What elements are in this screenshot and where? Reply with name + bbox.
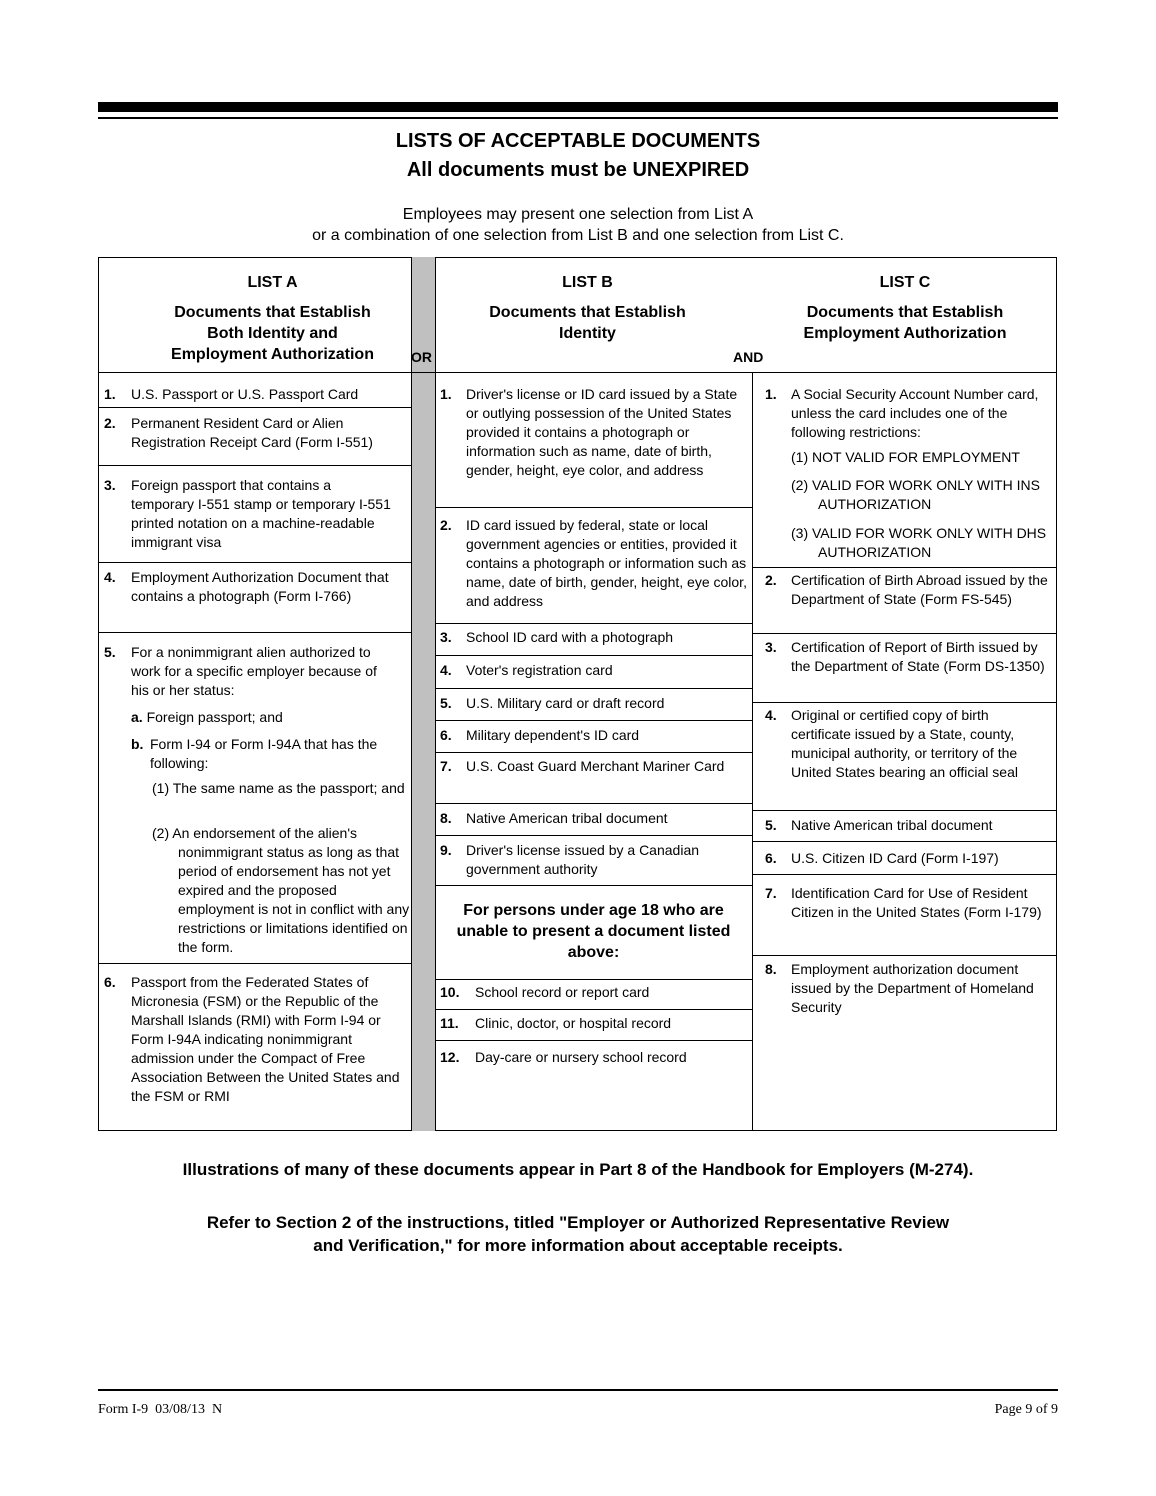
item-number: 12. xyxy=(440,1049,460,1065)
item-text: Native American tribal document xyxy=(791,817,993,833)
list-a-item-5b xyxy=(131,735,396,773)
list-c-title: LIST C xyxy=(879,274,931,291)
list-c-item-3 xyxy=(765,638,1052,676)
item-number: 2. xyxy=(104,415,116,431)
list-b-item-7 xyxy=(440,757,740,776)
item-number: 4. xyxy=(104,569,116,585)
header-divider xyxy=(98,372,1057,373)
item-text: Clinic, doctor, or hospital record xyxy=(475,1015,672,1031)
item-text: Passport from the Federated States of Micronesia (FSM) or the Republic of the Marshall Islands (RMI) with Form I-94 or Form I-94A indicating nonimmigrant admission under the Compact of Free Association Between the United States and the FSM or RMI xyxy=(131,974,400,1104)
row-divider xyxy=(752,633,1057,634)
item-number: 1. xyxy=(440,386,452,402)
item-text: U.S. Citizen ID Card (Form I-197) xyxy=(791,850,999,866)
list-b-item-6 xyxy=(440,726,750,745)
top-thin-rule xyxy=(98,117,1058,119)
item-number: 9. xyxy=(440,842,452,858)
list-b-item-12 xyxy=(440,1048,750,1067)
item-text: Day-care or nursery school record xyxy=(475,1049,687,1065)
list-c-item-2 xyxy=(765,571,1052,609)
item-number: 5. xyxy=(104,644,116,660)
row-divider xyxy=(436,623,752,624)
item-number: 4. xyxy=(765,707,777,723)
list-b-desc-1: Documents that Establish xyxy=(489,304,686,321)
item-text: Original or certified copy of birth certificate issued by a State, county, municipal authority, or territory of the United States bearing an official seal xyxy=(791,707,1018,780)
item-text: U.S. Military card or draft record xyxy=(466,695,665,711)
list-b-title: LIST B xyxy=(562,274,613,291)
row-divider xyxy=(98,465,411,466)
item-text: U.S. Passport or U.S. Passport Card xyxy=(131,386,359,402)
list-c-item-7 xyxy=(765,884,1045,922)
row-divider xyxy=(436,688,752,689)
page-number: Page 9 of 9 xyxy=(994,1402,1058,1417)
list-a-item-4 xyxy=(104,568,404,606)
row-divider xyxy=(98,963,411,964)
item-text: Foreign passport that contains a temporary I-551 stamp or temporary I-551 printed notation on a machine-readable immigrant visa xyxy=(131,477,391,550)
list-c-restriction-2: (2) VALID FOR WORK ONLY WITH INS AUTHORIZATION xyxy=(791,477,1040,512)
item-text: School ID card with a photograph xyxy=(466,629,674,645)
item-text: For a nonimmigrant alien authorized to work for a specific employer because of his or her status: xyxy=(131,644,377,698)
row-divider xyxy=(436,835,752,836)
item-number: 7. xyxy=(765,885,777,901)
list-b-item-10 xyxy=(440,983,750,1002)
list-b-item-3 xyxy=(440,628,750,647)
and-label: AND xyxy=(733,349,764,365)
item-text: ID card issued by federal, state or local government agencies or entities, provided it contains a photograph or information such as name, date of birth, gender, height, eye color, and address xyxy=(466,517,747,609)
intro-line-1: Employees may present one selection from List A xyxy=(402,206,754,223)
sub-label: a. xyxy=(131,709,143,725)
item-text: Military dependent's ID card xyxy=(466,727,640,743)
item-number: 4. xyxy=(440,662,452,678)
item-text: Identification Card for Use of Resident Citizen in the United States (Form I-179) xyxy=(791,885,1042,920)
item-text: Employment Authorization Document that contains a photograph (Form I-766) xyxy=(131,569,389,604)
item-number: 3. xyxy=(440,629,452,645)
item-number: 5. xyxy=(765,817,777,833)
list-a-item-3 xyxy=(104,476,394,552)
row-divider xyxy=(752,841,1057,842)
row-divider xyxy=(436,1040,752,1041)
item-number: 1. xyxy=(765,386,777,402)
footer-rule xyxy=(98,1389,1058,1391)
item-text: Driver's license or ID card issued by a State or outlying possession of the United States provided it contains a photograph or information such as name, date of birth, gender, height, eye color, and address xyxy=(466,386,738,478)
row-divider xyxy=(98,562,411,563)
item-text: Driver's license issued by a Canadian government authority xyxy=(466,842,700,877)
list-a-desc-1: Documents that Establish xyxy=(174,304,371,321)
list-b-item-9 xyxy=(440,841,740,879)
refer-note-line-2: and Verification," for more information about acceptable receipts. xyxy=(313,1236,843,1255)
item-number: 1. xyxy=(104,386,116,402)
item-number: 3. xyxy=(765,639,777,655)
list-b-item-4 xyxy=(440,661,750,680)
row-divider xyxy=(436,752,752,753)
item-number: 5. xyxy=(440,695,452,711)
row-divider xyxy=(436,720,752,721)
row-divider xyxy=(436,507,752,508)
row-divider xyxy=(436,803,752,804)
item-text: Certification of Birth Abroad issued by the Department of State (Form FS-545) xyxy=(791,572,1048,607)
list-a-header xyxy=(140,272,405,365)
illustrations-note: Illustrations of many of these documents appear in Part 8 of the Handbook for Employers (M-274). xyxy=(182,1160,974,1179)
top-thick-rule xyxy=(98,102,1058,112)
item-number: 10. xyxy=(440,984,460,1000)
minor-note: For persons under age 18 who are unable to present a document listed above: xyxy=(456,902,731,961)
row-divider xyxy=(436,885,752,886)
item-number: 6. xyxy=(765,850,777,866)
item-number: 8. xyxy=(440,810,452,826)
or-separator-column xyxy=(411,257,436,1131)
item-text: School record or report card xyxy=(475,984,650,1000)
list-c-item-4 xyxy=(765,706,1045,782)
row-divider xyxy=(752,955,1057,956)
list-c-restriction-3: (3) VALID FOR WORK ONLY WITH DHS AUTHORIZATION xyxy=(791,525,1047,560)
item-number: 2. xyxy=(765,572,777,588)
row-divider xyxy=(98,407,411,408)
form-id: Form I-9 03/08/13 N xyxy=(98,1402,223,1417)
item-number: 8. xyxy=(765,961,777,977)
item-number: 6. xyxy=(104,974,116,990)
item-text: A Social Security Account Number card, unless the card includes one of the following restrictions: xyxy=(791,386,1039,440)
list-c-item-6 xyxy=(765,849,1052,868)
list-c-item-8 xyxy=(765,960,1052,1017)
item-number: 3. xyxy=(104,477,116,493)
list-c-desc-1: Documents that Establish xyxy=(806,304,1004,321)
list-a-item-5b-2: (2) An endorsement of the alien's nonimmigrant status as long as that period of endorsement has not yet expired and the proposed employment is not in conflict with any restrictions or limitations identified on the form. xyxy=(152,825,410,955)
refer-note-line-1: Refer to Section 2 of the instructions, titled "Employer or Authorized Representative Review xyxy=(206,1213,950,1232)
row-divider xyxy=(752,810,1057,811)
item-text: Certification of Report of Birth issued by the Department of State (Form DS-1350) xyxy=(791,639,1045,674)
sub-text: Form I-94 or Form I-94A that has the following: xyxy=(150,736,378,771)
column-divider-b-c xyxy=(752,373,753,1131)
item-text: Native American tribal document xyxy=(466,810,668,826)
list-c-item-5 xyxy=(765,816,1052,835)
list-b-header xyxy=(440,272,735,344)
intro-line-2: or a combination of one selection from List B and one selection from List C. xyxy=(312,227,844,244)
list-c-desc-2: Employment Authorization xyxy=(803,325,1007,342)
list-c-restriction-1: (1) NOT VALID FOR EMPLOYMENT xyxy=(791,449,1020,465)
item-text: Voter's registration card xyxy=(466,662,613,678)
list-a-item-2 xyxy=(104,414,408,452)
sub-label: b. xyxy=(131,736,144,752)
list-b-item-11 xyxy=(440,1014,750,1033)
list-b-item-2 xyxy=(440,516,750,611)
page-title: LISTS OF ACCEPTABLE DOCUMENTS xyxy=(395,130,761,152)
list-a-item-5a xyxy=(131,708,406,727)
item-number: 6. xyxy=(440,727,452,743)
list-a-desc-3: Employment Authorization xyxy=(171,346,374,363)
list-a-item-5b-1: (1) The same name as the passport; and xyxy=(152,780,405,796)
page-subtitle: All documents must be UNEXPIRED xyxy=(406,159,750,181)
row-divider xyxy=(752,874,1057,875)
row-divider xyxy=(752,702,1057,703)
row-divider xyxy=(436,655,752,656)
or-label: OR xyxy=(411,349,432,365)
list-c-header xyxy=(760,272,1050,344)
list-b-item-5 xyxy=(440,694,750,713)
item-text: Permanent Resident Card or Alien Registration Receipt Card (Form I-551) xyxy=(131,415,373,450)
row-divider xyxy=(98,632,411,633)
list-a-item-5 xyxy=(104,643,396,700)
list-c-item-1 xyxy=(765,385,1052,442)
item-number: 11. xyxy=(440,1015,459,1031)
row-divider xyxy=(436,979,752,980)
list-a-item-1 xyxy=(104,385,406,404)
row-divider xyxy=(752,567,1057,568)
list-b-desc-2: Identity xyxy=(559,325,616,342)
list-b-item-1 xyxy=(440,385,750,480)
list-a-desc-2: Both Identity and xyxy=(207,325,338,342)
list-a-item-6 xyxy=(104,973,408,1106)
item-text: Employment authorization document issued by the Department of Homeland Security xyxy=(791,961,1034,1015)
item-text: U.S. Coast Guard Merchant Mariner Card xyxy=(466,758,725,774)
list-b-item-8 xyxy=(440,809,750,828)
item-number: 2. xyxy=(440,517,452,533)
sub-text: Foreign passport; and xyxy=(146,709,283,725)
row-divider xyxy=(436,1009,752,1010)
item-number: 7. xyxy=(440,758,452,774)
list-a-title: LIST A xyxy=(247,274,298,291)
